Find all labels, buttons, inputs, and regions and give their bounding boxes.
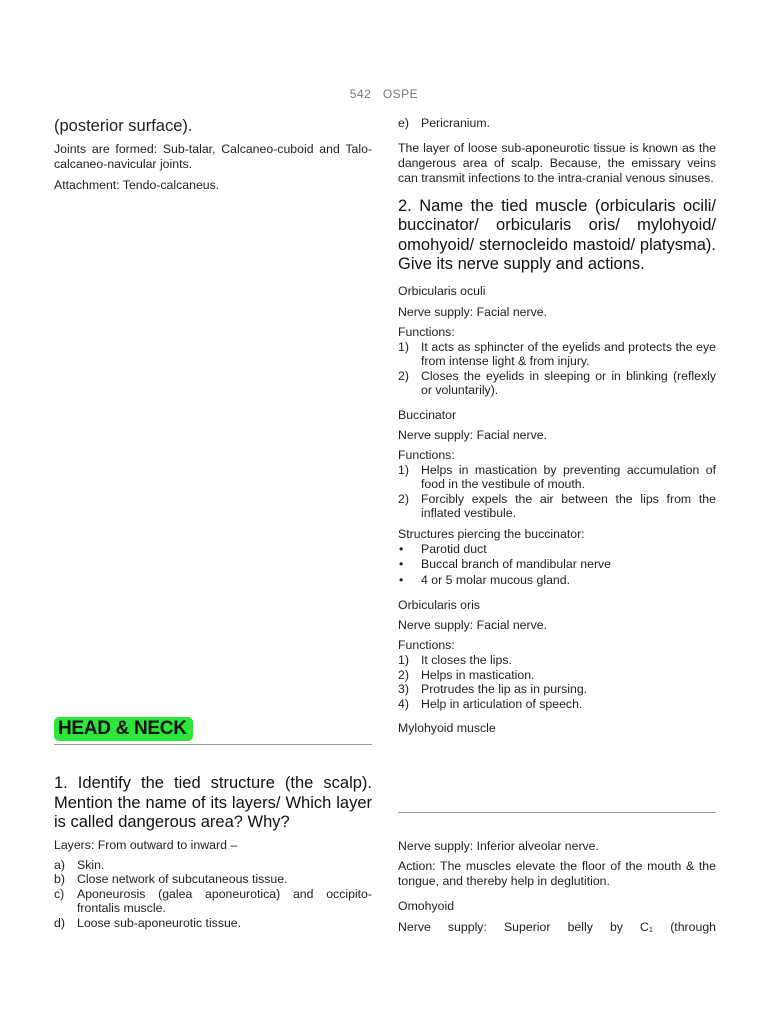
list-item: d) Loose sub-aponeurotic tissue.	[54, 915, 242, 930]
buccinator-name: Buccinator	[398, 407, 457, 422]
list-item: 4) Help in articulation of speech.	[398, 696, 583, 711]
book-title: OSPE	[382, 87, 419, 101]
buccinator-functions	[398, 463, 716, 521]
head-neck-badge: HEAD & NECK	[54, 717, 193, 741]
omohyoid-name: Omohyoid	[398, 899, 455, 913]
question-2-title: 2. Name the tied muscle (orbicularis ocili/ buccinator/ orbicularis oris/ mylohyoid/ omohyoid/ sternocleido mastoid/ platysma). Give its nerve supply and actions.	[398, 196, 716, 273]
orbicularis-oculi-name: Orbicularis oculi	[398, 283, 486, 298]
joints-text: Joints are formed: Sub-talar, Calcaneo-cuboid and Talo-calcaneo-navicular joints.	[54, 142, 372, 171]
orbicularis-oculi-functions	[398, 340, 716, 398]
list-item: • Buccal branch of mandibular nerve	[398, 557, 716, 573]
scalp-layers-list-continued	[398, 116, 716, 131]
scalp-layers-list	[54, 858, 372, 931]
list-item: • Parotid duct	[398, 542, 716, 558]
orbicularis-oris-name: Orbicularis oris	[398, 598, 480, 612]
list-item: 1) Helps in mastication by preventing accumulation of food in the vestibule of mouth.	[398, 462, 716, 491]
list-item: • 4 or 5 molar mucous gland.	[398, 573, 716, 589]
buccinator-nerve: Nerve supply: Facial nerve.	[398, 427, 547, 442]
list-item: 2) Closes the eyelids in sleeping or in blinking (reflexly or voluntarily).	[398, 368, 716, 397]
orbicularis-oris-functions	[398, 653, 716, 711]
list-item: 1) It closes the lips.	[398, 653, 512, 667]
mylohyoid-action: Action: The muscles elevate the floor of the mouth & the tongue, and thereby help in deglutition.	[398, 859, 716, 888]
right-column-bottom	[398, 839, 716, 935]
list-item: 1) It acts as sphincter of the eyelids and protects the eye from intense light & from injury.	[398, 339, 716, 368]
section-header	[54, 717, 372, 745]
page-header	[0, 87, 768, 101]
list-item: c) Aponeurosis (galea aponeurotica) and occipito-frontalis muscle.	[54, 886, 372, 915]
list-item: 2) Helps in mastication.	[398, 667, 535, 682]
list-item: b) Close network of subcutaneous tissue.	[54, 872, 288, 886]
buccinator-functions-label: Functions:	[398, 447, 455, 462]
question-1-block	[54, 774, 372, 930]
column-divider	[398, 812, 716, 813]
layers-intro: Layers: From outward to inward –	[54, 837, 238, 852]
mylohyoid-name: Mylohyoid muscle	[398, 721, 496, 735]
list-item: e) Pericranium.	[398, 116, 491, 130]
dangerous-area-text: The layer of loose sub-aponeurotic tissue is known as the dangerous area of scalp. Because, the emissary veins can transmit infections to the intra-cranial venous sinuses.	[398, 140, 716, 185]
posterior-surface-text: (posterior surface).	[54, 117, 193, 135]
orbicularis-oris-nerve: Nerve supply: Facial nerve.	[398, 618, 547, 632]
orbicularis-oculi-functions-label: Functions:	[398, 324, 455, 339]
list-item: 2) Forcibly expels the air between the lips from the inflated vestibule.	[398, 491, 716, 520]
list-item: a) Skin.	[54, 857, 105, 872]
omohyoid-nerve: Nerve supply: Superior belly by C₁ (through	[398, 920, 716, 934]
left-column-top	[54, 116, 372, 193]
buccinator-piercing-label: Structures piercing the buccinator:	[398, 526, 585, 541]
orbicularis-oris-functions-label: Functions:	[398, 638, 455, 652]
buccinator-piercing-list	[398, 542, 716, 589]
orbicularis-oculi-nerve: Nerve supply: Facial nerve.	[398, 304, 547, 319]
right-column	[398, 116, 716, 736]
attachment-text: Attachment: Tendo-calcaneus.	[54, 178, 220, 192]
section-divider	[54, 744, 372, 745]
question-1-title: 1. Identify the tied structure (the scalp). Mention the name of its layers/ Which layer is called dangerous area? Why?	[54, 774, 372, 831]
list-item: 3) Protrudes the lip as in pursing.	[398, 682, 588, 696]
page-number: 542	[349, 87, 372, 101]
mylohyoid-nerve: Nerve supply: Inferior alveolar nerve.	[398, 839, 599, 853]
